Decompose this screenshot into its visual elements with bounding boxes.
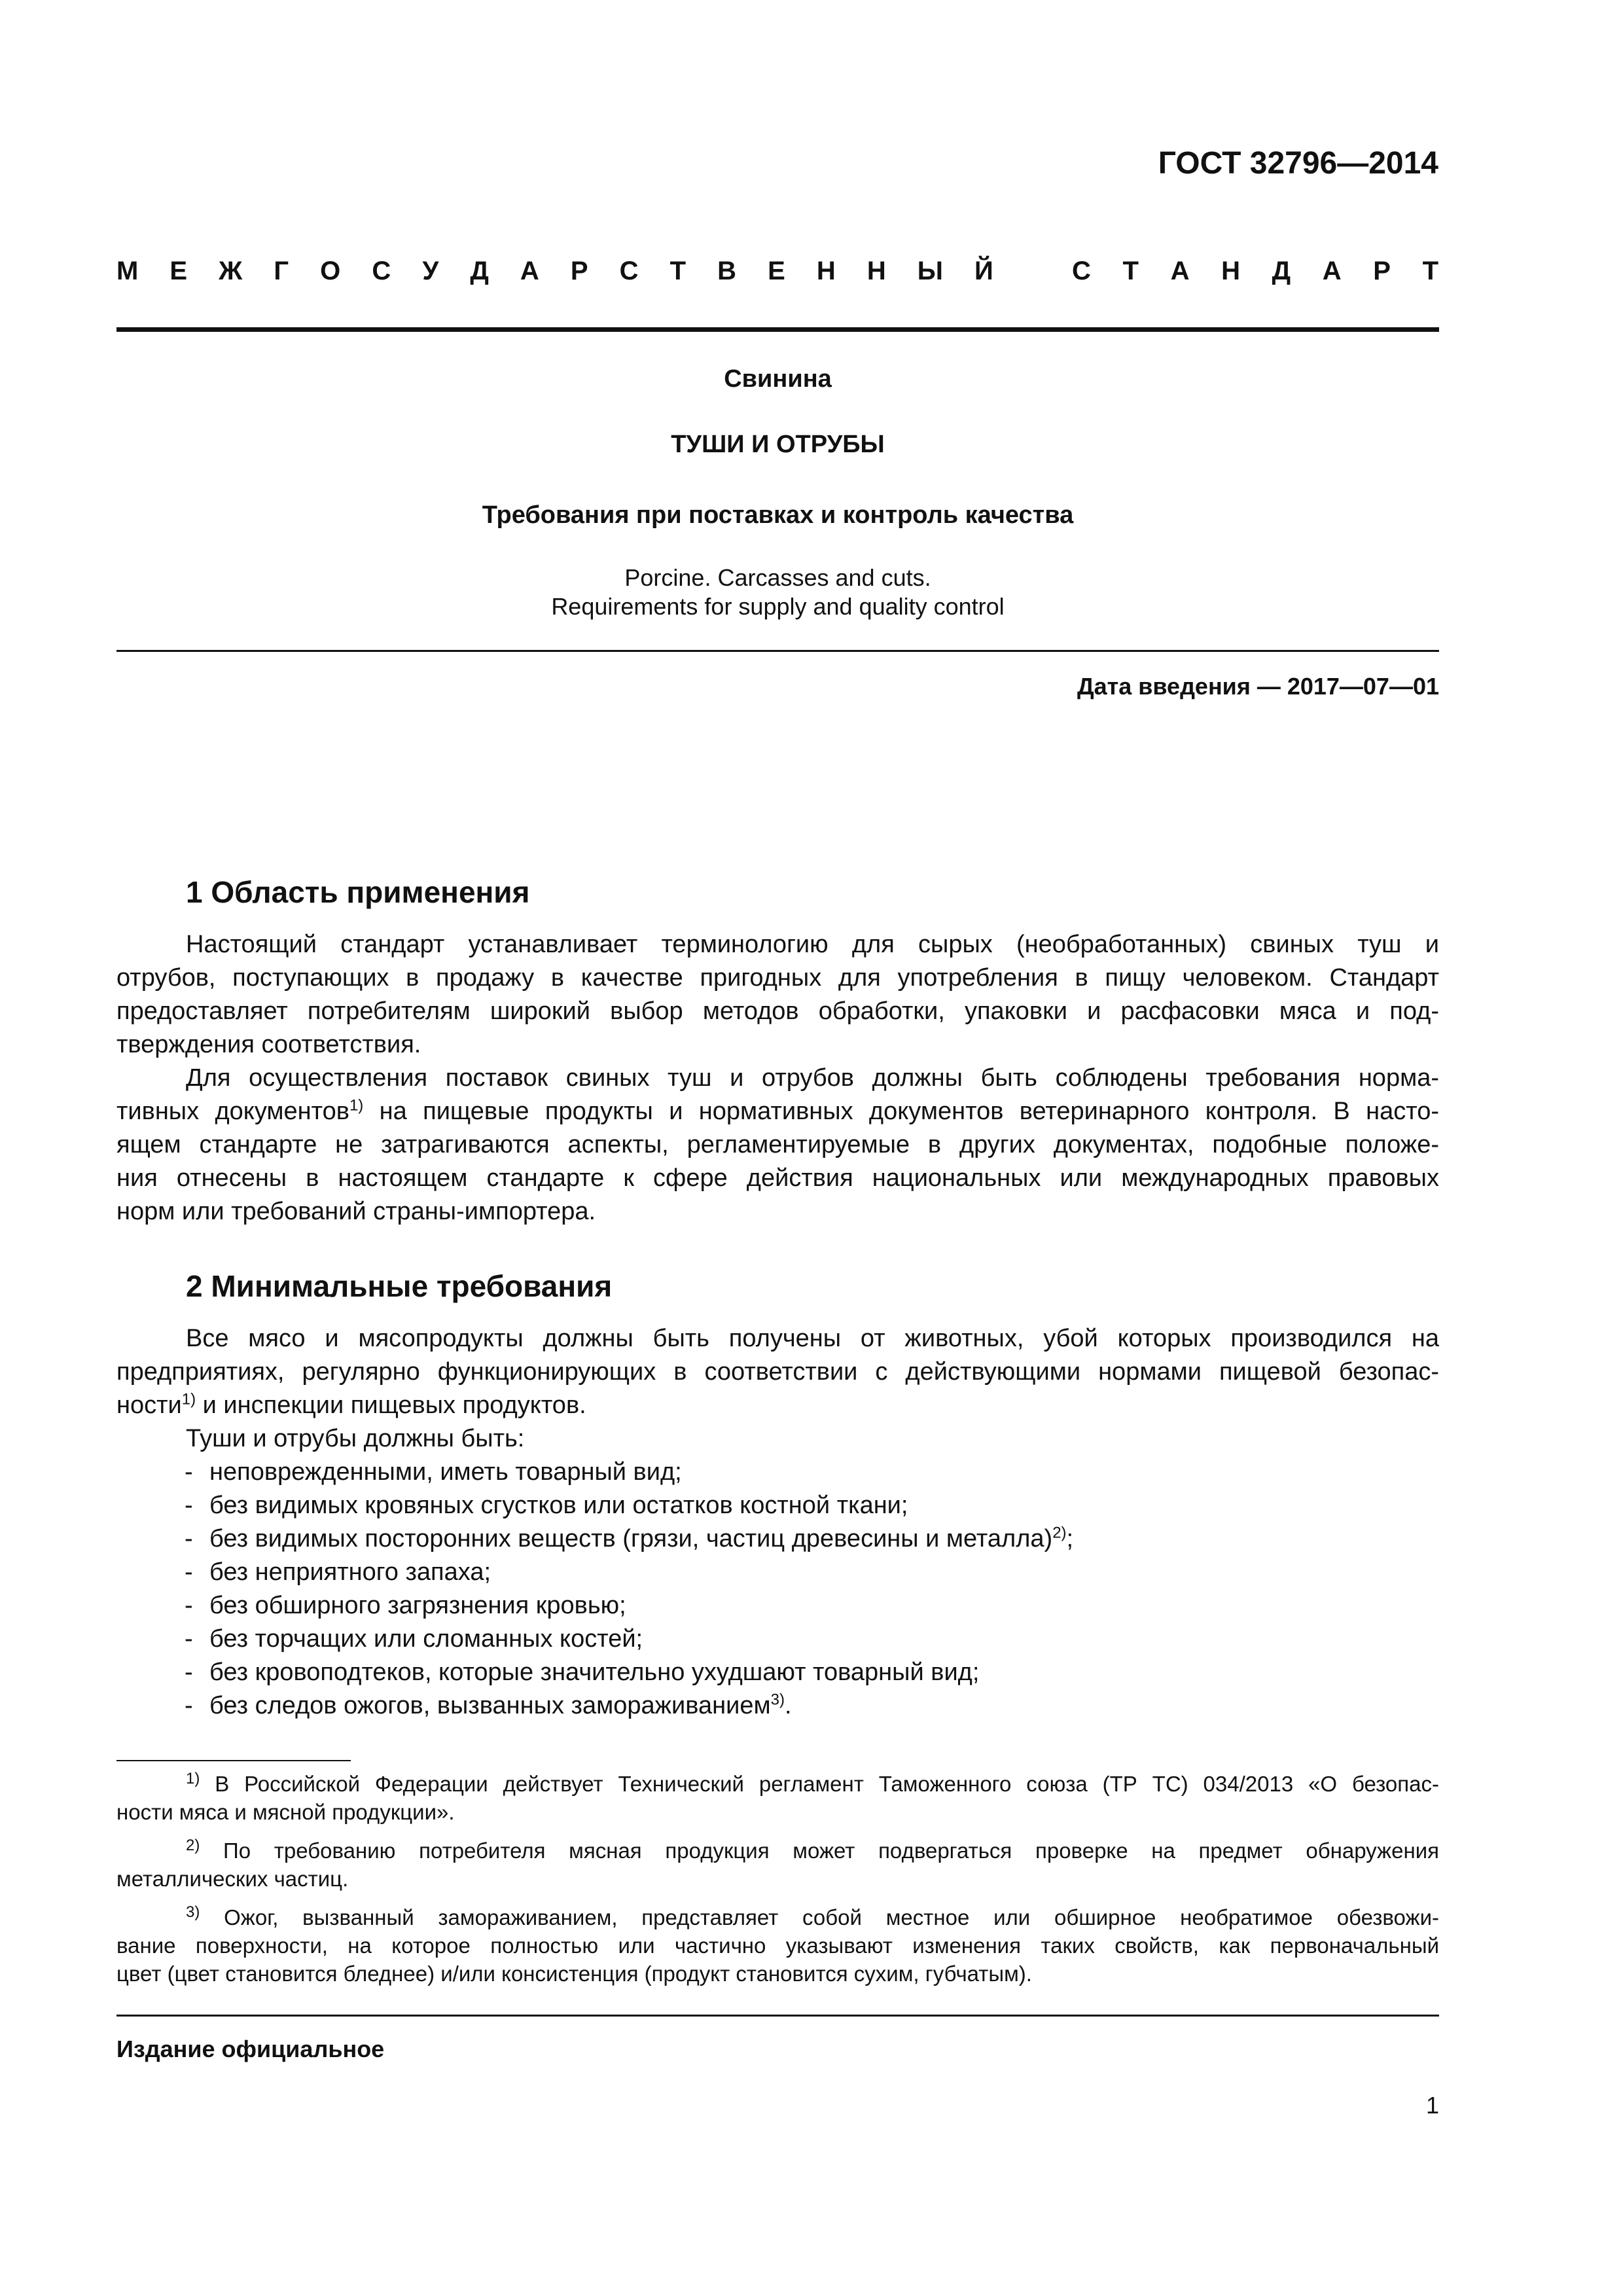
title-divider [116, 650, 1439, 652]
footnote-marker: 3) [186, 1903, 200, 1921]
banner-letter: О [320, 257, 341, 285]
banner-letter: С [372, 257, 391, 285]
banner-word-standard [1072, 257, 1438, 286]
text-fragment: В Российской Федерации действует Технический регламент Таможенного союза (ТР ТС) 034/2013 «О безопас- [200, 1772, 1439, 1796]
list-item [185, 1456, 1073, 1489]
list-dash: - [185, 1558, 193, 1586]
list-item [185, 1623, 1073, 1656]
banner-letter: Ы [917, 257, 943, 285]
text-line: Настоящий стандарт устанавливает терминологию для сырых (необработанных) свиных туш и [186, 931, 1439, 958]
footnote-line: ности мяса и мясной продукции». [116, 1800, 455, 1824]
text-fragment: и инспекции пищевых продуктов. [196, 1391, 586, 1419]
section1-paragraph-1 [116, 928, 1439, 1062]
footnote-marker: 1) [186, 1770, 200, 1787]
list-item-text: без видимых посторонних веществ (грязи, частиц древесины и металла) [209, 1525, 1053, 1552]
banner-letter: Т [669, 257, 687, 285]
banner-letter: Д [470, 257, 489, 285]
text-line: норм или требований страны-импортера. [116, 1198, 596, 1225]
list-item-punct: . [784, 1692, 792, 1719]
banner-letter: Р [570, 257, 588, 285]
list-dash: - [185, 1625, 193, 1653]
banner-letter: Е [768, 257, 785, 285]
text-fragment: тивных документов [116, 1098, 349, 1125]
banner-letter: Н [866, 257, 886, 285]
banner-letter: А [520, 257, 539, 285]
list-item-text: без следов ожогов, вызванных замораживанием [209, 1692, 771, 1719]
official-edition-label: Издание официальное [116, 2036, 385, 2062]
footnote-line [116, 1770, 1439, 1798]
banner-letter: А [1322, 257, 1342, 285]
banner-letter: Р [1373, 257, 1391, 285]
text-line: предоставляет потребителям широкий выбор методов обработки, упаковки и расфасовки мяса и под- [116, 997, 1439, 1025]
text-line: тверждения соответствия. [116, 1031, 421, 1058]
list-dash: - [185, 1458, 193, 1486]
interstate-standard-banner [116, 257, 1438, 286]
text-line [116, 1095, 1439, 1128]
banner-letter: Н [1221, 257, 1240, 285]
requirements-list [185, 1456, 1073, 1723]
title-aspect: Требования при поставках и контроль качества [482, 501, 1074, 529]
list-item [185, 1656, 1073, 1689]
text-line [116, 1389, 1439, 1422]
text-fragment: на пищевые продукты и нормативных документов ветеринарного контроля. В насто- [363, 1098, 1439, 1125]
text-line: Туши и отрубы должны быть: [186, 1425, 525, 1452]
banner-word-interstate [116, 257, 993, 286]
banner-letter: А [1170, 257, 1190, 285]
banner-letter: Д [1272, 257, 1291, 285]
footnote-1 [116, 1770, 1439, 1826]
list-item-text: без неприятного запаха; [209, 1558, 491, 1586]
list-dash: - [185, 1492, 193, 1519]
list-dash: - [185, 1659, 193, 1686]
list-dash: - [185, 1692, 193, 1719]
list-item-text: неповрежденными, иметь товарный вид; [209, 1458, 682, 1486]
footnote-line: металлических частиц. [116, 1867, 349, 1891]
section2-paragraph-1 [116, 1322, 1439, 1456]
introduction-date: Дата введения — 2017—07—01 [1077, 673, 1439, 700]
list-item-text: без кровоподтеков, которые значительно ухудшают товарный вид; [209, 1659, 980, 1686]
text-line: предприятиях, регулярно функционирующих в соответствии с действующими нормами пищевой безопас- [116, 1358, 1439, 1386]
footnote-separator [116, 1760, 351, 1761]
page-number: 1 [1425, 2092, 1439, 2119]
text-line: ния отнесены в настоящем стандарте к сфере действия национальных или международных правовых [116, 1164, 1439, 1192]
footnote-line [116, 1837, 1439, 1865]
list-item [185, 1556, 1073, 1589]
text-fragment: ности [116, 1391, 182, 1419]
footnote-ref: 2) [1052, 1524, 1067, 1542]
list-dash: - [185, 1525, 193, 1552]
header-divider [116, 327, 1439, 332]
footnote-3 [116, 1903, 1439, 1988]
list-item-text: без видимых кровяных сгустков или остатков костной ткани; [209, 1492, 908, 1519]
text-line: Все мясо и мясопродукты должны быть получены от животных, убой которых производился на [186, 1325, 1439, 1352]
title-subject: ТУШИ И ОТРУБЫ [671, 431, 885, 458]
footnote-ref: 1) [181, 1390, 196, 1408]
footnote-line [116, 1903, 1439, 1931]
footnote-line: вание поверхности, на которое полностью или частично указывают изменения таких свойств, как первоначальный [116, 1933, 1439, 1958]
text-line: ящем стандарте не затрагиваются аспекты, регламентируемые в других документах, подобные положе- [116, 1131, 1439, 1158]
list-item [185, 1689, 1073, 1723]
text-fragment: Ожог, вызванный замораживанием, представляет собой местное или обширное необратимое обезвожи- [200, 1905, 1439, 1929]
footnote-marker: 2) [186, 1837, 200, 1854]
title-product: Свинина [724, 365, 832, 393]
text-fragment: По требованию потребителя мясная продукция может подвергаться проверке на предмет обнаружения [200, 1839, 1439, 1863]
footer-divider [116, 2015, 1439, 2017]
section-heading-minimum-requirements: 2 Минимальные требования [186, 1269, 613, 1303]
section1-paragraph-2 [116, 1062, 1439, 1229]
text-line: отрубов, поступающих в продажу в качестве пригодных для употребления в пищу человеком. Стандарт [116, 964, 1439, 992]
list-dash: - [185, 1592, 193, 1619]
footnote-2 [116, 1837, 1439, 1893]
banner-letter: Г [274, 257, 289, 285]
banner-letter: Й [974, 257, 993, 285]
title-english-line: Requirements for supply and quality control [551, 593, 1005, 620]
section-heading-scope: 1 Область применения [186, 875, 530, 909]
banner-letter: С [619, 257, 639, 285]
banner-letter: Т [1422, 257, 1438, 285]
standard-number: ГОСТ 32796—2014 [1158, 146, 1438, 181]
text-line: Для осуществления поставок свиных туш и отрубов должны быть соблюдены требования норма- [186, 1064, 1439, 1092]
banner-letter: Е [169, 257, 188, 285]
title-english-line: Porcine. Carcasses and cuts. [624, 564, 931, 591]
list-item-punct: ; [1066, 1525, 1074, 1552]
list-item-text: без торчащих или сломанных костей; [209, 1625, 643, 1653]
banner-letter: Н [816, 257, 836, 285]
banner-letter: Т [1122, 257, 1139, 285]
footnote-ref: 3) [770, 1691, 785, 1709]
list-item-text: без обширного загрязнения кровью; [209, 1592, 626, 1619]
footnote-line: цвет (цвет становится бледнее) и/или консистенция (продукт становится сухим, губчатым). [116, 1962, 1032, 1986]
list-item [185, 1589, 1073, 1623]
banner-letter: Ж [219, 257, 243, 285]
banner-letter: С [1072, 257, 1091, 285]
list-item [185, 1522, 1073, 1556]
list-item [185, 1489, 1073, 1522]
banner-letter: М [116, 257, 139, 285]
footnote-ref: 1) [349, 1096, 364, 1115]
banner-letter: В [717, 257, 736, 285]
banner-letter: У [422, 257, 439, 285]
